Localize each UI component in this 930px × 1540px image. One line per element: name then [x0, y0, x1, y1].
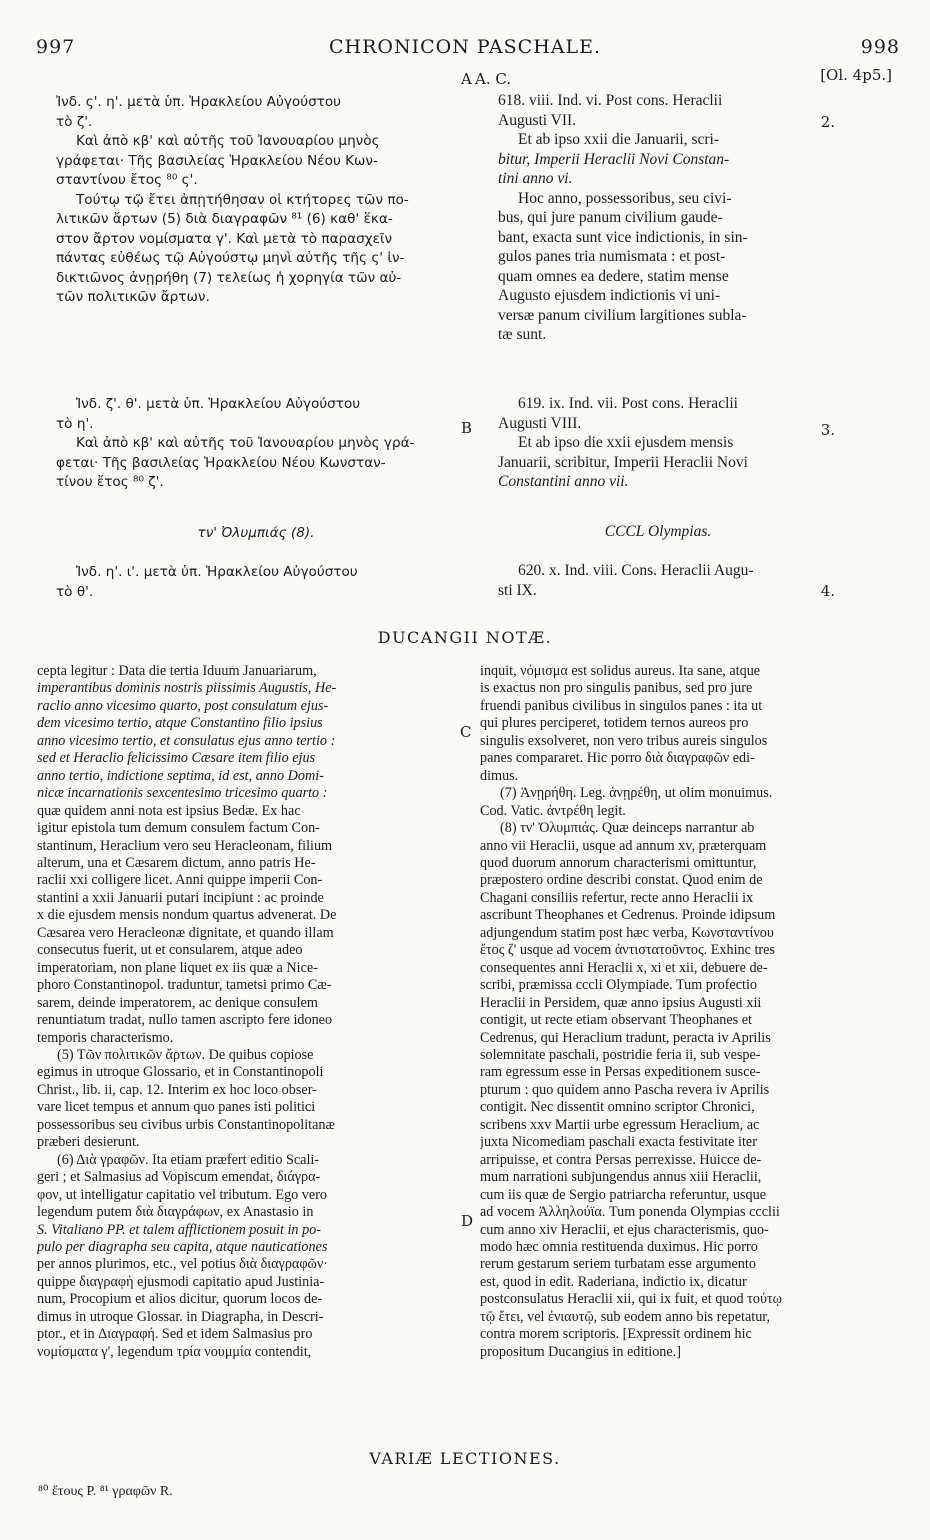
latin-line: versæ panum civilium largitiones subla-: [498, 306, 747, 324]
note-line: ptor., et in Διαγραφή. Sed et idem Salmasius pro: [37, 1326, 313, 1343]
note-line: anno tertio, indictione septima, id est, anno Domi-: [37, 767, 324, 784]
variae-lectiones-text: ⁸⁰ ἔτους P. ⁸¹ γραφῶν R.: [38, 1484, 173, 1499]
greek-line: λιτικῶν ἄρτων (5) διὰ διαγραφῶν ⁸¹ (6) καθ' ἕκα-: [56, 211, 393, 227]
note-line: renuntiatum tradat, nullo tamen ascripto fere idoneo: [37, 1012, 333, 1029]
note-line: egimus in utroque Glossario, et in Constantinopoli: [37, 1064, 324, 1081]
latin-line: Et ab ipso xxii die Januarii, scri-: [518, 131, 720, 148]
note-line: modo hæc omnia restituenda duximus. Hic porro: [480, 1238, 758, 1255]
note-line: mum narrationi subjungendus annus xiii Heraclii,: [480, 1169, 762, 1186]
note-line: alterum, una et Cæsarem dictum, anno patris He-: [37, 854, 316, 871]
greek-line: Καὶ ἀπὸ κβ' καὶ αὐτῆς τοῦ Ἰανουαρίου μηνὸς: [76, 133, 380, 149]
greek-line: Καὶ ἀπὸ κβ' καὶ αὐτῆς τοῦ Ἰανουαρίου μηνὸς γρά-: [76, 435, 415, 451]
latin-line: Augusto ejusdem indictionis vi uni-: [498, 287, 721, 304]
latin-line: bitur, Imperii Heraclii Novi Constan-: [498, 150, 730, 168]
note-line: præpostero ordine describi constat. Quod enim de: [480, 872, 763, 889]
greek-line: τὸ η'.: [56, 415, 94, 432]
greek-line: τίνου ἔτος ⁸⁰ ζ'.: [56, 474, 164, 490]
note-line: imperatoriam, non plane liquet ex iis quæ a Nice-: [37, 959, 318, 976]
note-line: postconsulatus Heraclii xii, qui ix fuit, et quod τούτῳ: [480, 1291, 783, 1308]
notes-right-column: [480, 663, 893, 1361]
notes-left-column: [37, 663, 457, 1361]
notes-title: DUCANGII NOTÆ.: [377, 628, 553, 647]
note-line: rerum gestarum seriem turbatam esse argumento: [480, 1256, 756, 1273]
note-line: scribens xxv Martii urbe egressum Heraclium, ac: [480, 1116, 760, 1133]
latin-line: Januarii, scribitur, Imperii Heraclii Novi: [498, 453, 748, 471]
greek-line: Ἰνδ. η'. ι'. μετὰ ὑπ. Ἡρακλείου Αὐγούστου: [76, 564, 358, 580]
note-line: (5) Τῶν πολιτικῶν ἄρτων. De quibus copiose: [57, 1046, 314, 1063]
greek-line: τῶν πολιτικῶν ἄρτων.: [56, 289, 210, 305]
note-line: fruendi panibus civilibus in singulos panes : ita ut: [480, 697, 763, 714]
note-line: dimus.: [480, 767, 519, 784]
note-line: præberi desierunt.: [37, 1134, 140, 1151]
latin-line: 620. x. Ind. viii. Cons. Heraclii Augu-: [518, 562, 754, 579]
greek-line: Τούτῳ τῷ ἔτει ἀπῃτήθησαν οἱ κτήτορες τῶν πο-: [76, 191, 409, 208]
note-line: νομίσματα γ', legendum τρία νουμμία contendit,: [37, 1343, 312, 1360]
note-line: anno vicesimo tertio, et consulatus ejus anno tertio :: [37, 732, 336, 749]
latin-line: Augusti VII.: [498, 111, 577, 129]
note-line: sed et Heraclio felicissimo Cæsare item filio ejus: [37, 750, 316, 767]
greek-column-2: [56, 395, 456, 493]
latin-line: bant, exacta sunt vice indictionis, in sin-: [498, 228, 748, 246]
greek-line: γράφεται· Τῆς βασιλείας Ἡρακλείου Νέου Κων-: [56, 152, 378, 169]
note-line: dem vicesimo tertio, atque Constantino filio ipsius: [37, 715, 323, 732]
margin-letter-d: D: [461, 1212, 474, 1230]
latin-line: sti IX.: [498, 581, 537, 599]
latin-line: Et ab ipso die xxii ejusdem mensis: [518, 434, 734, 451]
latin-column: [498, 91, 818, 345]
note-line: legendum putem διὰ διαγράφων, ex Anastasio in: [37, 1204, 314, 1221]
note-line: ascribunt Theophanes et Cedrenus. Proinde idipsum: [480, 907, 776, 924]
note-line: pturum : quo quidem anno Pascha revera iv Aprilis: [480, 1081, 770, 1098]
note-line: (7) Ἀνῃρήθη. Leg. ἀνῃρέθη, ut olim monuimus.: [500, 785, 773, 802]
note-line: propositum Ducangius in editione.]: [480, 1343, 681, 1360]
note-line: τῷ ἔτει, vel ἐνιαυτῷ, sub eodem anno bis repetatur,: [480, 1308, 771, 1325]
line-number-4: 4.: [820, 582, 835, 600]
note-line: ἔτος ζ' usque ad vocem ἀντιστατοῦντος. Exhinc tres: [480, 942, 775, 959]
note-line: phoro Constantinopol. traduntur, tametsi primo Cæ-: [37, 977, 332, 994]
note-line: contigit. Nec dissentit omnino scriptor Chronici,: [480, 1099, 755, 1116]
note-line: ad vocem Ἀλληλούϊα. Tum ponenda Olympias ccclii: [480, 1204, 780, 1221]
latin-line: Constantini anno vii.: [498, 473, 629, 490]
latin-line: tæ sunt.: [498, 326, 547, 343]
note-line: (8) τν' Ὀλυμπιάς. Quæ deinceps narrantur ab: [500, 820, 755, 837]
olympiad-label: [Ol. 4p5.]: [820, 66, 892, 84]
greek-line: τὸ ζ'.: [56, 113, 93, 130]
greek-line: φεται· Τῆς βασιλείας Ἡρακλείου Νέου Κωνσταν-: [56, 454, 386, 471]
greek-column-3: [56, 563, 456, 602]
note-line: adjungendum statim post hæc verba, Κωνσταντίνου: [480, 924, 774, 941]
page-number-left: 997: [36, 36, 76, 58]
greek-line: Ἰνδ. ς'. η'. μετὰ ὑπ. Ἡρακλείου Αὐγούστου: [56, 94, 342, 110]
note-line: inquit, νόμισμα est solidus aureus. Ita sane, atque: [480, 663, 761, 679]
note-line: contra morem scriptoris. [Expressit ordinem hic: [480, 1326, 752, 1343]
latin-column-2: [498, 394, 818, 492]
note-line: cum iis quæ de Sergio patriarcha referuntur, usque: [480, 1186, 766, 1203]
page-number-right: 998: [860, 36, 900, 58]
year-label: A. C.: [475, 70, 512, 88]
note-line: nicæ incarnationis sexcentesimo tricesimo quarto :: [37, 785, 328, 802]
greek-line: στον ἄρτον νομίσματα γ'. Καὶ μετὰ τὸ παρασχεῖν: [56, 230, 393, 247]
note-line: Cod. Vatic. ἀντρέθη legit.: [480, 802, 626, 819]
note-line: ram egressum esse in Persas expeditionem susce-: [480, 1064, 761, 1081]
note-line: panes compararet. Hic porro διὰ διαγραφῶν edi-: [480, 750, 755, 767]
note-line: juxta Nicomediam paschali exacta festivitate iter: [480, 1134, 757, 1151]
note-line: imperantibus dominis nostris piissimis Augustis, He-: [37, 680, 337, 697]
note-line: qui plures perciperet, totidem ternos aureos pro: [480, 715, 749, 732]
note-line: per annos plurimos, etc., vel potius διὰ διαγραφῶν·: [37, 1256, 329, 1273]
note-line: raclio anno vicesimo quarto, post consulatum ejus-: [37, 697, 329, 714]
latin-column-3: [498, 561, 818, 600]
note-line: num, Procopium et alios dicitur, quorum locos de-: [37, 1291, 323, 1308]
note-line: cum anno xiv Heraclii, et ejus characterismis, quo-: [480, 1221, 769, 1238]
note-line: quod duorum annorum characterismi omittuntur,: [480, 854, 757, 871]
note-line: consecutus fuerit, ut et consularem, atque adeo: [37, 942, 303, 959]
note-line: quæ quidem anni nota est ipsius Bedæ. Ex hac: [37, 802, 301, 819]
greek-olympiad: τν' Ὀλυμπιάς (8).: [197, 525, 315, 541]
note-line: Christ., lib. ii, cap. 12. Interim ex hoc loco obser-: [37, 1081, 317, 1098]
note-line: S. Vitaliano PP. et talem afflictionem posuit in po-: [37, 1221, 321, 1238]
line-number-3: 3.: [820, 421, 835, 439]
note-line: pulo per diagrapha seu capita, atque nauticationes: [37, 1238, 328, 1255]
note-line: geri ; et Salmasius ad Vopiscum emendat, διάγρα-: [37, 1169, 321, 1186]
variae-lectiones-title: VARIÆ LECTIONES.: [369, 1449, 561, 1468]
note-line: igitur epistola tum demum consulem factum Con-: [37, 820, 320, 837]
note-line: scribi, præmissa cccli Olympiade. Tum profectio: [480, 977, 758, 994]
note-line: anno vii Heraclii, usque ad annum xv, præterquam: [480, 837, 767, 854]
latin-line: tini anno vi.: [498, 170, 573, 187]
latin-line: 618. viii. Ind. vi. Post cons. Heraclii: [498, 92, 723, 109]
margin-letter-c: C: [460, 723, 472, 741]
note-line: solemnitate paschali, postridie feria ii, sub vespe-: [480, 1046, 761, 1063]
note-line: contigit, ut recte etiam observant Theophanes et: [480, 1012, 752, 1029]
note-line: (6) Διὰ γραφῶν. Ita etiam præfert editio Scali-: [57, 1151, 320, 1168]
latin-line: gulos panes tria numismata : et post-: [498, 248, 726, 265]
running-title: CHRONICON PASCHALE.: [328, 36, 602, 58]
latin-line: Hoc anno, possessoribus, seu civi-: [518, 189, 732, 207]
note-line: φον, ut intelligatur capitatio vel tributum. Ego vero: [37, 1186, 328, 1203]
latin-line: Augusti VIII.: [498, 414, 582, 432]
note-line: temporis characterismo.: [37, 1029, 174, 1046]
note-line: x die ejusdem mensis nondum quartus advenerat. De: [37, 907, 337, 924]
note-line: est, quod in edit. Raderiana, indictio ix, dicatur: [480, 1273, 747, 1290]
note-line: vare licet tempus et annum quo panes isti politici: [37, 1099, 316, 1116]
note-line: stantini a xxii Januarii putari incipiunt : ac proinde: [37, 889, 324, 906]
note-line: Cedrenus, qui Heraclium tradunt, peracta iv Aprilis: [480, 1029, 771, 1046]
greek-line: δικτιῶνος ἀνῃρήθη (7) τελείως ἡ χορηγία τῶν αὐ-: [56, 269, 402, 286]
note-line: stantinum, Heraclium vero seu Heracleonam, filium: [37, 837, 333, 854]
latin-line: bus, qui jure panum civilium gaude-: [498, 209, 723, 226]
latin-olympiad: CCCL Olympias.: [604, 523, 712, 540]
note-line: possessoribus seu civibus urbis Constantinopolitanæ: [37, 1116, 335, 1133]
note-line: raclii xxi colligere licet. Anni quippe imperii Con-: [37, 872, 323, 889]
latin-line: quam omnes ea dedere, statim mense: [498, 267, 729, 285]
note-line: quippe διαγραφὴ ejusmodi capitatio apud Justinia-: [37, 1273, 325, 1290]
margin-letter-b: B: [461, 419, 473, 437]
greek-line: σταντίνου ἔτος ⁸⁰ ς'.: [56, 172, 198, 188]
greek-line: πάντας εὐθέως τῷ Αὐγούστῳ μηνὶ αὐτῆς τῆς ς' ἰν-: [56, 250, 405, 266]
greek-line: τὸ θ'.: [56, 583, 94, 600]
note-line: is exactus non pro singulis panibus, sed pro jure: [480, 680, 753, 697]
note-line: Cæsarea vero Heracleonæ dignitate, et quando illam: [37, 924, 334, 941]
greek-line: Ἰνδ. ζ'. θ'. μετὰ ὑπ. Ἡρακλείου Αὐγούστου: [76, 396, 361, 412]
note-line: sarem, deinde imperatorem, ac denique consulem: [37, 994, 318, 1011]
greek-column: [56, 93, 456, 308]
note-line: Heraclii in Persidem, quæ anno ipsius Augusti xii: [480, 994, 762, 1011]
line-number-2: 2.: [820, 113, 835, 131]
note-line: singulis exsolveret, non vero tribus aureis singulos: [480, 732, 768, 749]
note-line: Chagani consiliis refertur, recte anno Heraclii ix: [480, 889, 754, 906]
note-line: dimus in utroque Glossar. in Diagrapha, in Descri-: [37, 1308, 324, 1325]
margin-letter-a: A: [461, 70, 472, 88]
note-line: consequentes anni Heraclii x, xi et xii, debuere de-: [480, 959, 768, 976]
note-line: cepta legitur : Data die tertia Iduum Januariarum,: [37, 663, 317, 679]
note-line: arripuisse, et contra Persas perrexisse. Huicce de-: [480, 1151, 762, 1168]
latin-line: 619. ix. Ind. vii. Post cons. Heraclii: [518, 395, 738, 412]
